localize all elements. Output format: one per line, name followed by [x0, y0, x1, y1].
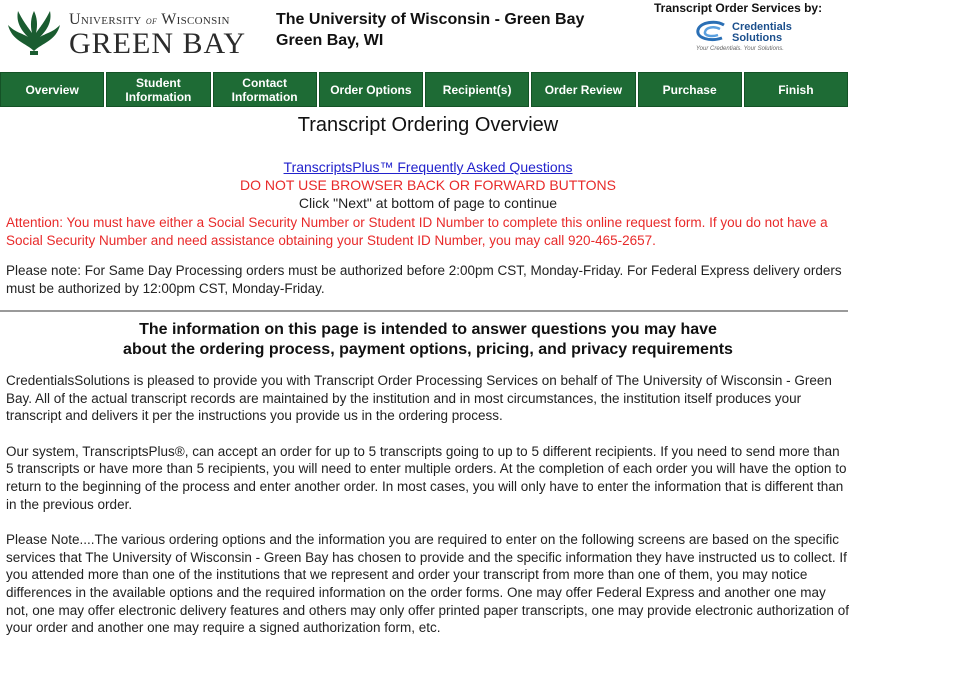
main-content	[0, 108, 856, 637]
info-heading-line1: The information on this page is intended to answer questions you may have	[139, 321, 717, 338]
nav-contact-information[interactable]: Contact Information	[213, 72, 317, 107]
cs-tagline: Your Credentials. Your Solutions.	[696, 46, 784, 52]
info-heading-line2: about the ordering process, payment options, pricing, and privacy requirements	[123, 341, 733, 358]
page-title: Transcript Ordering Overview	[297, 114, 559, 136]
nav-student-information[interactable]: Student Information	[106, 72, 210, 107]
browser-warning: DO NOT USE BROWSER BACK OR FORWARD BUTTONS	[240, 177, 616, 193]
phoenix-icon	[6, 7, 62, 57]
info-heading	[0, 320, 856, 360]
uwgb-logo[interactable]	[6, 7, 251, 59]
school-city: Green Bay, WI	[276, 32, 384, 49]
paragraph-intro: CredentialsSolutions is pleased to provide you with Transcript Order Processing Services on behalf of The University of Wisconsin - Green Bay. All of the actual transcript records are maintained by the institution and in most circumstances, the institution itself produces your transcript and delivers it per the instructions you provide us in the ordering process.	[6, 373, 832, 424]
school-title: The University of Wisconsin - Green Bay	[276, 11, 585, 28]
credentials-solutions-logo[interactable]	[694, 20, 814, 60]
nav-overview[interactable]: Overview	[0, 72, 104, 107]
nav-finish[interactable]: Finish	[744, 72, 848, 107]
nav-recipients[interactable]: Recipient(s)	[425, 72, 529, 107]
services-by-label: Transcript Order Services by:	[654, 1, 823, 15]
faq-link[interactable]: TranscriptsPlus™ Frequently Asked Questions	[283, 159, 573, 175]
page-header	[0, 0, 976, 68]
section-divider	[0, 310, 848, 312]
cs-name-line2: Solutions	[732, 32, 783, 44]
nav-order-review[interactable]: Order Review	[531, 72, 635, 107]
processing-note: Please note: For Same Day Processing orders must be authorized before 2:00pm CST, Monday-Friday. For Federal Express delivery orders must be authorized by 12:00pm CST, Monday-Friday.	[6, 263, 842, 296]
logo-university-text: University of Wisconsin	[69, 11, 230, 28]
order-steps-nav	[0, 72, 848, 107]
cs-name-line1: Credentials	[732, 21, 792, 33]
nav-purchase[interactable]: Purchase	[638, 72, 742, 107]
logo-green-bay-text: GREEN BAY	[69, 27, 247, 60]
paragraph-system: Our system, TranscriptsPlus®, can accept an order for up to 5 transcripts going to up to 5 different recipients. If you need to send more than 5 transcripts or have more than 5 recipients, you will need to enter multiple orders. At the completion of each order you will have the option to return to the beginning of the process and enter another order. In most cases, you will only have to enter the information that is different than in the previous order.	[6, 443, 847, 512]
next-instruction: Click "Next" at bottom of page to continue	[298, 195, 558, 211]
attention-message: Attention: You must have either a Social Security Number or Student ID Number to complete this online request form. If you do not have a Social Security Number and need assistance obtaining your Student ID Number, you may call 920-465-2657.	[6, 215, 828, 248]
cs-swirl-icon	[694, 20, 730, 44]
paragraph-note: Please Note....The various ordering options and the information you are required to enter on the following screens are based on the specific services that The University of Wisconsin - Green Bay has chosen to provide and the specific information they have instructed us to collect. If you attended more than one of the institutions that we represent and order your transcript from more than one of them, you may notice differences in the available options and the required information on the order forms. One may offer Federal Express and another one may not, one may offer electronic delivery features and others may only offer printed paper transcripts, one may provide electronic authorization of your order and another one may require a signed authorization form, etc.	[6, 532, 849, 636]
nav-order-options[interactable]: Order Options	[319, 72, 423, 107]
